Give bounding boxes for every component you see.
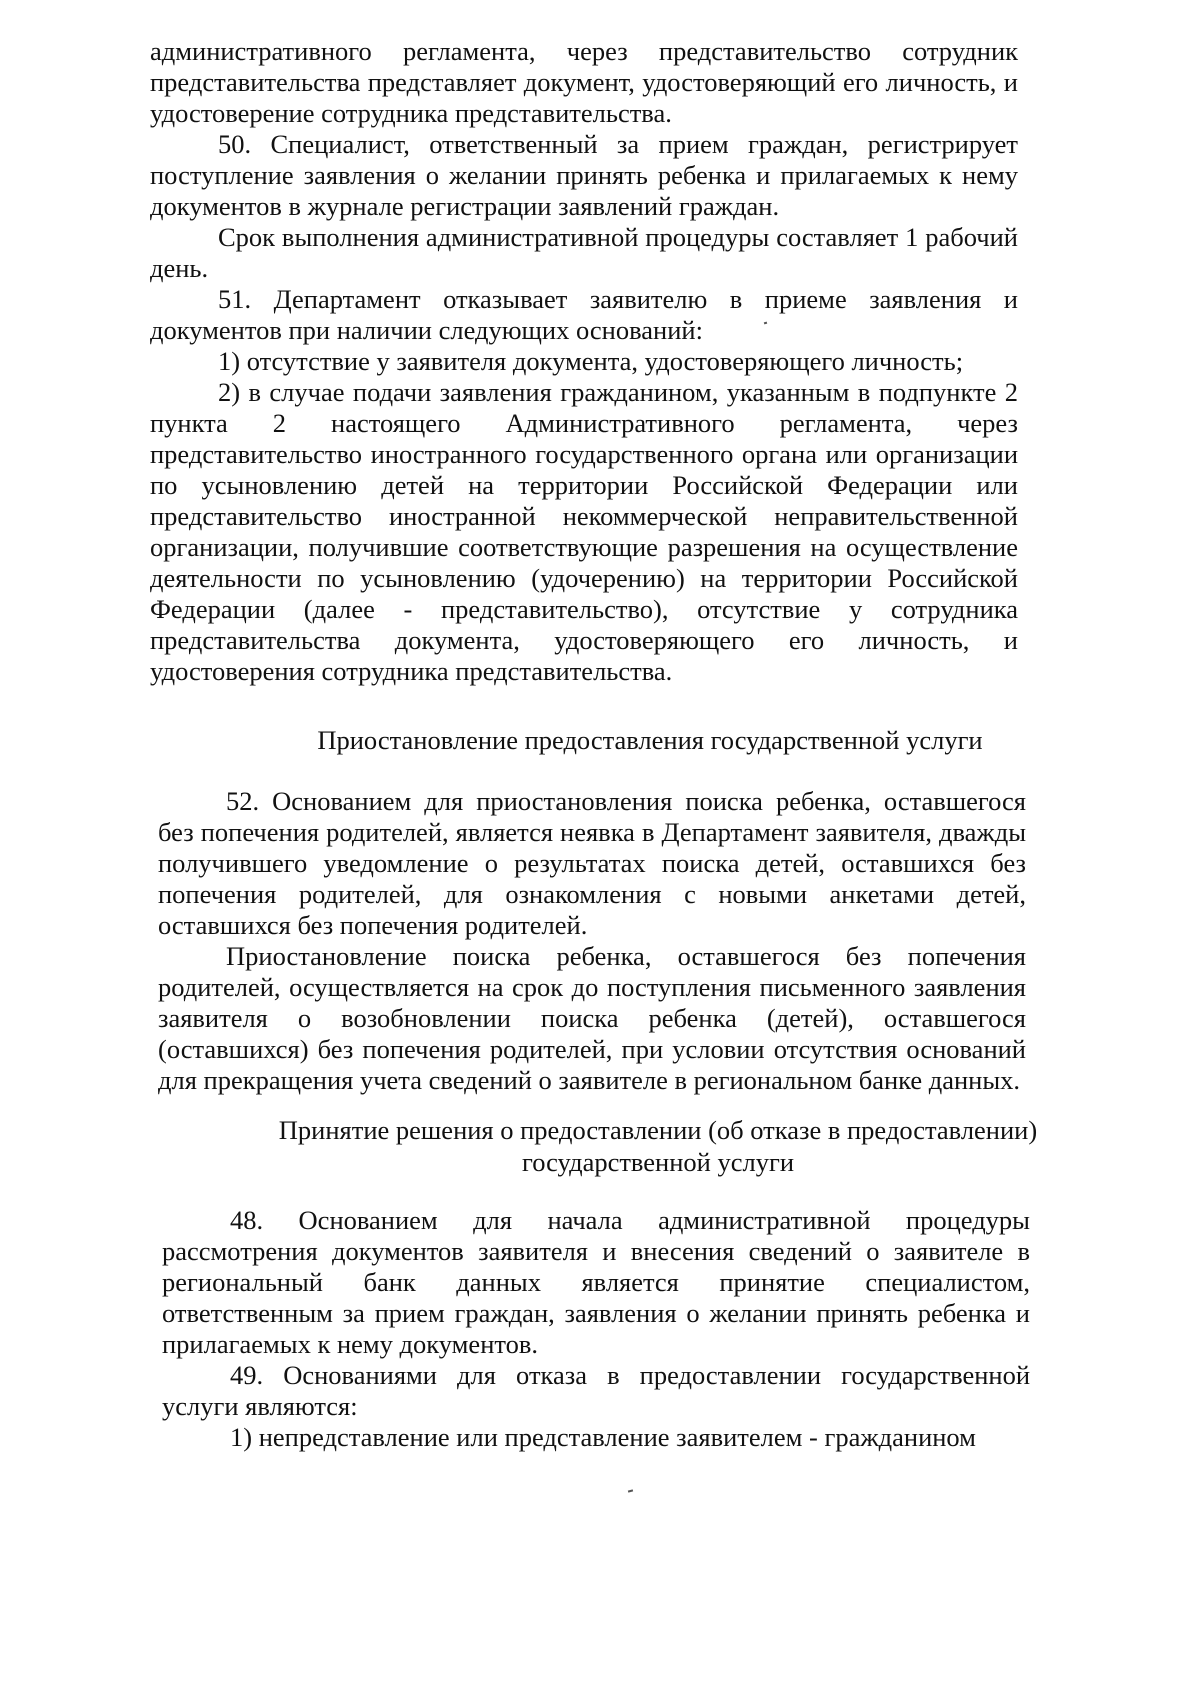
text-block-bottom [162, 1205, 1030, 1453]
section-heading-suspension [150, 724, 1150, 756]
paragraph-51-item-1: 1) отсутствие у заявителя документа, удостоверяющего личность; [218, 346, 964, 376]
heading-suspension: Приостановление предоставления государственной услуги [317, 725, 983, 755]
text-block-middle [158, 786, 1026, 1096]
paragraph-51-item-2: 2) в случае подачи заявления гражданином, указанным в подпункте 2 пункта 2 настоящего Административного регламента, через представительство иностранного государственного органа или организации по усыновлению детей на территории Российской Федерации или представительство иностранной некоммерческой неправительственной организации, получившие соответствующие разрешения на осуществление деятельности по усыновлению (удочерению) на территории Российской Федерации (далее - представительство), отсутствие у сотрудника представительства документа, удостоверяющего его личность, и удостоверения сотрудника представительства. [150, 377, 1018, 686]
heading-decision-line-1: Принятие решения о предоставлении (об отказе в предоставлении) [278, 1115, 1038, 1145]
text-block-top [150, 36, 1018, 687]
heading-decision-line-2: государственной услуги [521, 1147, 795, 1177]
paragraph-49: 49. Основаниями для отказа в предоставлении государственной услуги являются: [162, 1360, 1030, 1421]
paragraph-52: 52. Основанием для приостановления поиска ребенка, оставшегося без попечения родителей, является неявка в Департамент заявителя, дважды получившего уведомление о результатах поиска детей, оставшихся без попечения родителей, для ознакомления с новыми анкетами детей, оставшихся без попечения родителей. [158, 786, 1026, 940]
paragraph-49-item-1: 1) непредставление или представление заявителем - гражданином [230, 1422, 976, 1452]
paragraph-regulation-continuation: административного регламента, через представительство сотрудник представительства представляет документ, удостоверяющий его личность, и удостоверение сотрудника представительства. [150, 36, 1018, 128]
scan-speck [628, 1489, 633, 1492]
paragraph-suspension-term: Приостановление поиска ребенка, оставшегося без попечения родителей, осуществляется на срок до поступления письменного заявления заявителя о возобновлении поиска ребенка (детей), оставшегося (оставшихся) без попечения родителей, при условии отсутствия оснований для прекращения учета сведений о заявителе в региональном банке данных. [158, 941, 1026, 1095]
paragraph-51: 51. Департамент отказывает заявителю в приеме заявления и документов при наличии следующих оснований: [150, 284, 1018, 345]
section-heading-decision [158, 1114, 1158, 1178]
paragraph-deadline: Срок выполнения административной процедуры составляет 1 рабочий день. [150, 222, 1018, 283]
paragraph-50: 50. Специалист, ответственный за прием граждан, регистрирует поступление заявления о желании принять ребенка и прилагаемых к нему документов в журнале регистрации заявлений граждан. [150, 129, 1018, 221]
paragraph-48: 48. Основанием для начала административной процедуры рассмотрения документов заявителя и внесения сведений о заявителе в региональный банк данных является принятие специалистом, ответственным за прием граждан, заявления о желании принять ребенка и прилагаемых к нему документов. [162, 1205, 1030, 1359]
